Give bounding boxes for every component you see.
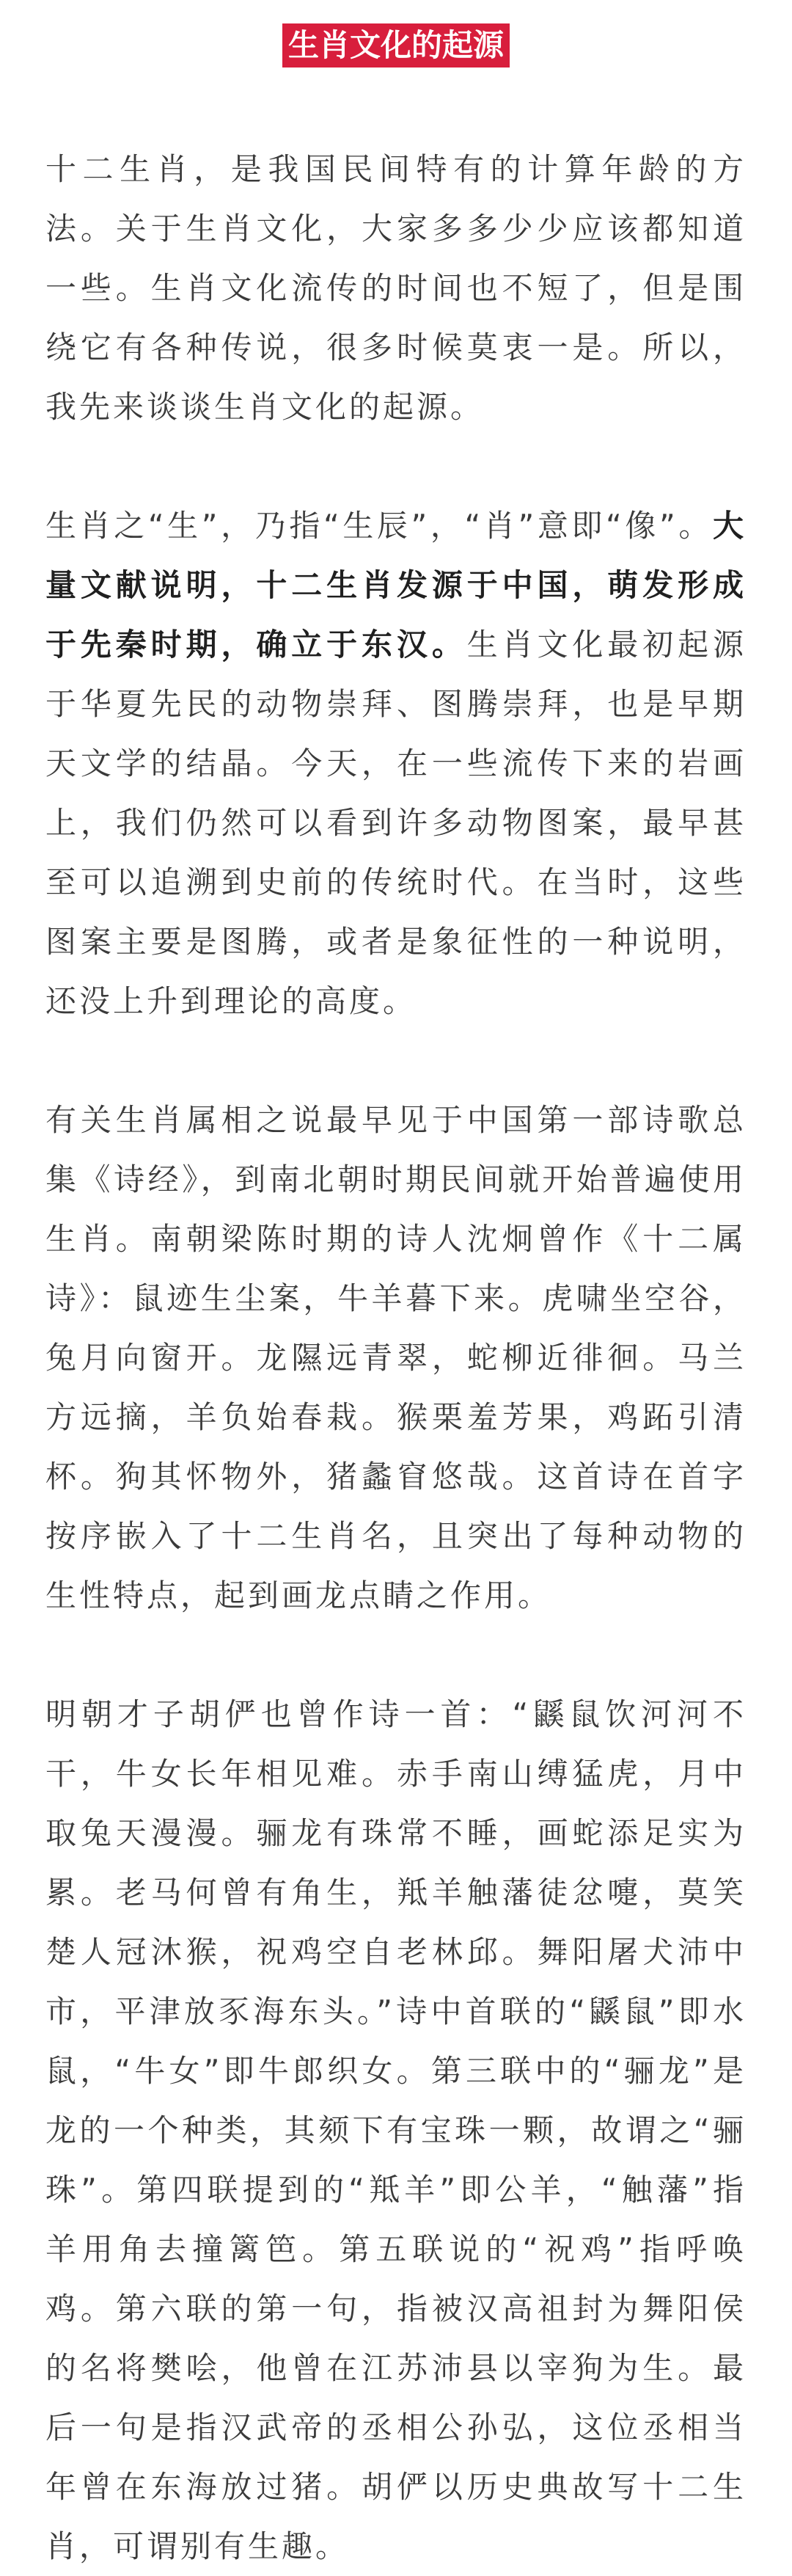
paragraph-2 bbox=[45, 496, 747, 1031]
paragraph-3: 有关生肖属相之说最早见于中国第一部诗歌总集《诗经》，到南北朝时期民间就开始普遍使用生肖。南朝梁陈时期的诗人沈炯曾作《十二属诗》：鼠迹生尘案，牛羊暮下来。虎啸坐空谷，兔月向窗开。龙隰远青翠，蛇柳近徘徊。马兰方远摘，羊负始春栽。猴栗羞芳果，鸡跖引清杯。狗其怀物外，猪蠡窅悠哉。这首诗在首字按序嵌入了十二生肖名，且突出了每种动物的生性特点，起到画龙点睛之作用。 bbox=[45, 1102, 747, 1613]
paragraph-2-rest: 生肖文化最初起源于华夏先民的动物崇拜、图腾崇拜，也是早期天文学的结晶。今天，在一些流传下来的岩画上，我们仍然可以看到许多动物图案，最早甚至可以追溯到史前的传统时代。在当时，这些图案主要是图腾，或者是象征性的一种说明，还没上升到理论的高度。 bbox=[45, 627, 747, 1019]
paragraph-4: 明朝才子胡俨也曾作诗一首：“鼷鼠饮河河不干，牛女长年相见难。赤手南山缚猛虎，月中取兔天漫漫。骊龙有珠常不睡，画蛇添足实为累。老马何曾有角生，羝羊触藩徒忿嚏，莫笑楚人冠沐猴，祝鸡空自老林邱。舞阳屠犬沛中市，平津放豕海东头。”诗中首联的“鼷鼠”即水鼠，“牛女”即牛郎织女。第三联中的“骊龙”是龙的一个种类，其颏下有宝珠一颗，故谓之“骊珠”。第四联提到的“羝羊”即公羊，“触藩”指羊用角去撞篱笆。第五联说的“祝鸡”指呼唤鸡。第六联的第一句，指被汉高祖封为舞阳侯的名将樊哙，他曾在江苏沛县以宰狗为生。最后一句是指汉武帝的丞相公孙弘，这位丞相当年曾在东海放过猪。胡俨以历史典故写十二生肖，可谓别有生趣。 bbox=[45, 1696, 747, 2564]
title-wrap bbox=[45, 0, 747, 87]
paragraph-1: 十二生肖，是我国民间特有的计算年龄的方法。关于生肖文化，大家多多少少应该都知道一些。生肖文化流传的时间也不短了，但是围绕它有各种传说，很多时候莫衷一是。所以，我先来谈谈生肖文化的起源。 bbox=[45, 151, 747, 425]
paragraph-gap bbox=[45, 1625, 747, 1685]
article-title: 生肖文化的起源 bbox=[282, 23, 510, 67]
paragraph-2-lead: 生肖之“生”，乃指“生辰”，“肖”意即“像”。 bbox=[45, 508, 713, 544]
paragraph-gap bbox=[45, 437, 747, 496]
paragraph-gap bbox=[45, 1031, 747, 1090]
paragraph-2-bold: 大量文献说明，十二生肖发源于中国，萌发形成于先秦时期，确立于东汉。 bbox=[45, 508, 747, 663]
